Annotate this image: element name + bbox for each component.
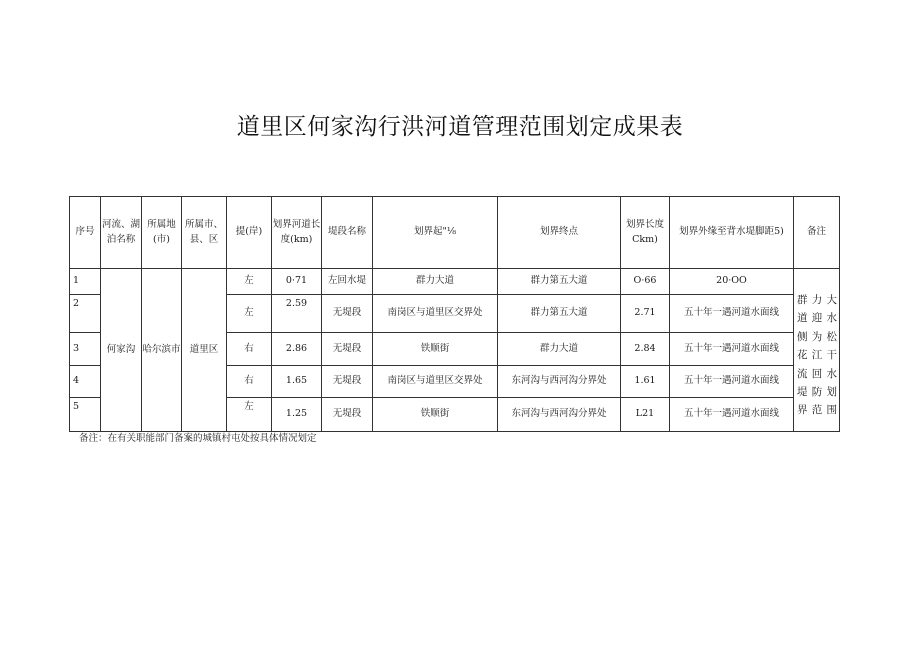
row-end: 东河沟与西河沟分界处 (498, 366, 621, 398)
header-row (70, 197, 840, 269)
row-seq: 3 (70, 333, 101, 366)
location-cell: 哈尔滨市 (142, 269, 182, 432)
row-length: 0·71 (272, 269, 322, 295)
results-table (69, 196, 840, 432)
row-dike-name: 无堤段 (322, 295, 373, 333)
river-name-cell: 何家沟 (101, 269, 142, 432)
row-outer-distance: 五十年一遇河道水面线 (670, 398, 794, 432)
header-start: 划界起"⅛ (373, 197, 498, 269)
row-bank: 右 (227, 333, 272, 366)
row-start: 南岗区与道里区交界处 (373, 366, 498, 398)
header-seq: 序号 (70, 197, 101, 269)
row-end: 群力第五大道 (498, 269, 621, 295)
row-bank: 右 (227, 366, 272, 398)
row-bank: 左 (227, 295, 272, 333)
header-dike-name: 堤段名称 (322, 197, 373, 269)
row-seq: 2 (70, 295, 101, 333)
row-dike-name: 无堤段 (322, 398, 373, 432)
header-end: 划界终点 (498, 197, 621, 269)
row-start: 铁顺街 (373, 333, 498, 366)
header-river: 河流、湖泊名称 (101, 197, 142, 269)
row-boundary-length: 2.71 (621, 295, 670, 333)
row-outer-distance: 五十年一遇河道水面线 (670, 295, 794, 333)
row-length: 1.65 (272, 366, 322, 398)
row-boundary-length: O·66 (621, 269, 670, 295)
header-length: 划界河道长度(km) (272, 197, 322, 269)
row-bank: 左 (227, 398, 272, 432)
row-start: 南岗区与道里区交界处 (373, 295, 498, 333)
header-county: 所属市、县、区 (182, 197, 227, 269)
row-start: 铁顺街 (373, 398, 498, 432)
remark-cell: 群力大道迎水侧为松花江干流回水堤防划界范围 (794, 269, 840, 432)
row-dike-name: 无堤段 (322, 366, 373, 398)
row-length: 1.25 (272, 398, 322, 432)
row-end: 东河沟与西河沟分界处 (498, 398, 621, 432)
row-start: 群力大道 (373, 269, 498, 295)
row-outer-distance: 五十年一遇河道水面线 (670, 366, 794, 398)
row-seq: 5 (70, 398, 101, 432)
header-remark: 备注 (794, 197, 840, 269)
row-end: 群力第五大道 (498, 295, 621, 333)
row-boundary-length: 1.61 (621, 366, 670, 398)
row-seq: 4 (70, 366, 101, 398)
header-boundary-length: 划界长度Ckm) (621, 197, 670, 269)
page-title: 道里区何家沟行洪河道管理范围划定成果表 (236, 114, 684, 140)
table-row (70, 269, 840, 295)
county-cell: 道里区 (182, 269, 227, 432)
row-boundary-length: L21 (621, 398, 670, 432)
header-outer-distance: 划界外缘至背水堤脚距5) (670, 197, 794, 269)
row-bank: 左 (227, 269, 272, 295)
row-length: 2.59 (272, 295, 322, 333)
row-seq: 1 (70, 269, 101, 295)
row-dike-name: 无堤段 (322, 333, 373, 366)
header-bank: 提(岸) (227, 197, 272, 269)
row-dike-name: 左回水堤 (322, 269, 373, 295)
row-end: 群力大道 (498, 333, 621, 366)
row-boundary-length: 2.84 (621, 333, 670, 366)
footnote: 备注：在有关职能部门备案的城镇村屯处按具体情况划定 (79, 433, 317, 444)
row-outer-distance: 20·OO (670, 269, 794, 295)
row-outer-distance: 五十年一遇河道水面线 (670, 333, 794, 366)
header-location: 所属地(市) (142, 197, 182, 269)
row-length: 2.86 (272, 333, 322, 366)
